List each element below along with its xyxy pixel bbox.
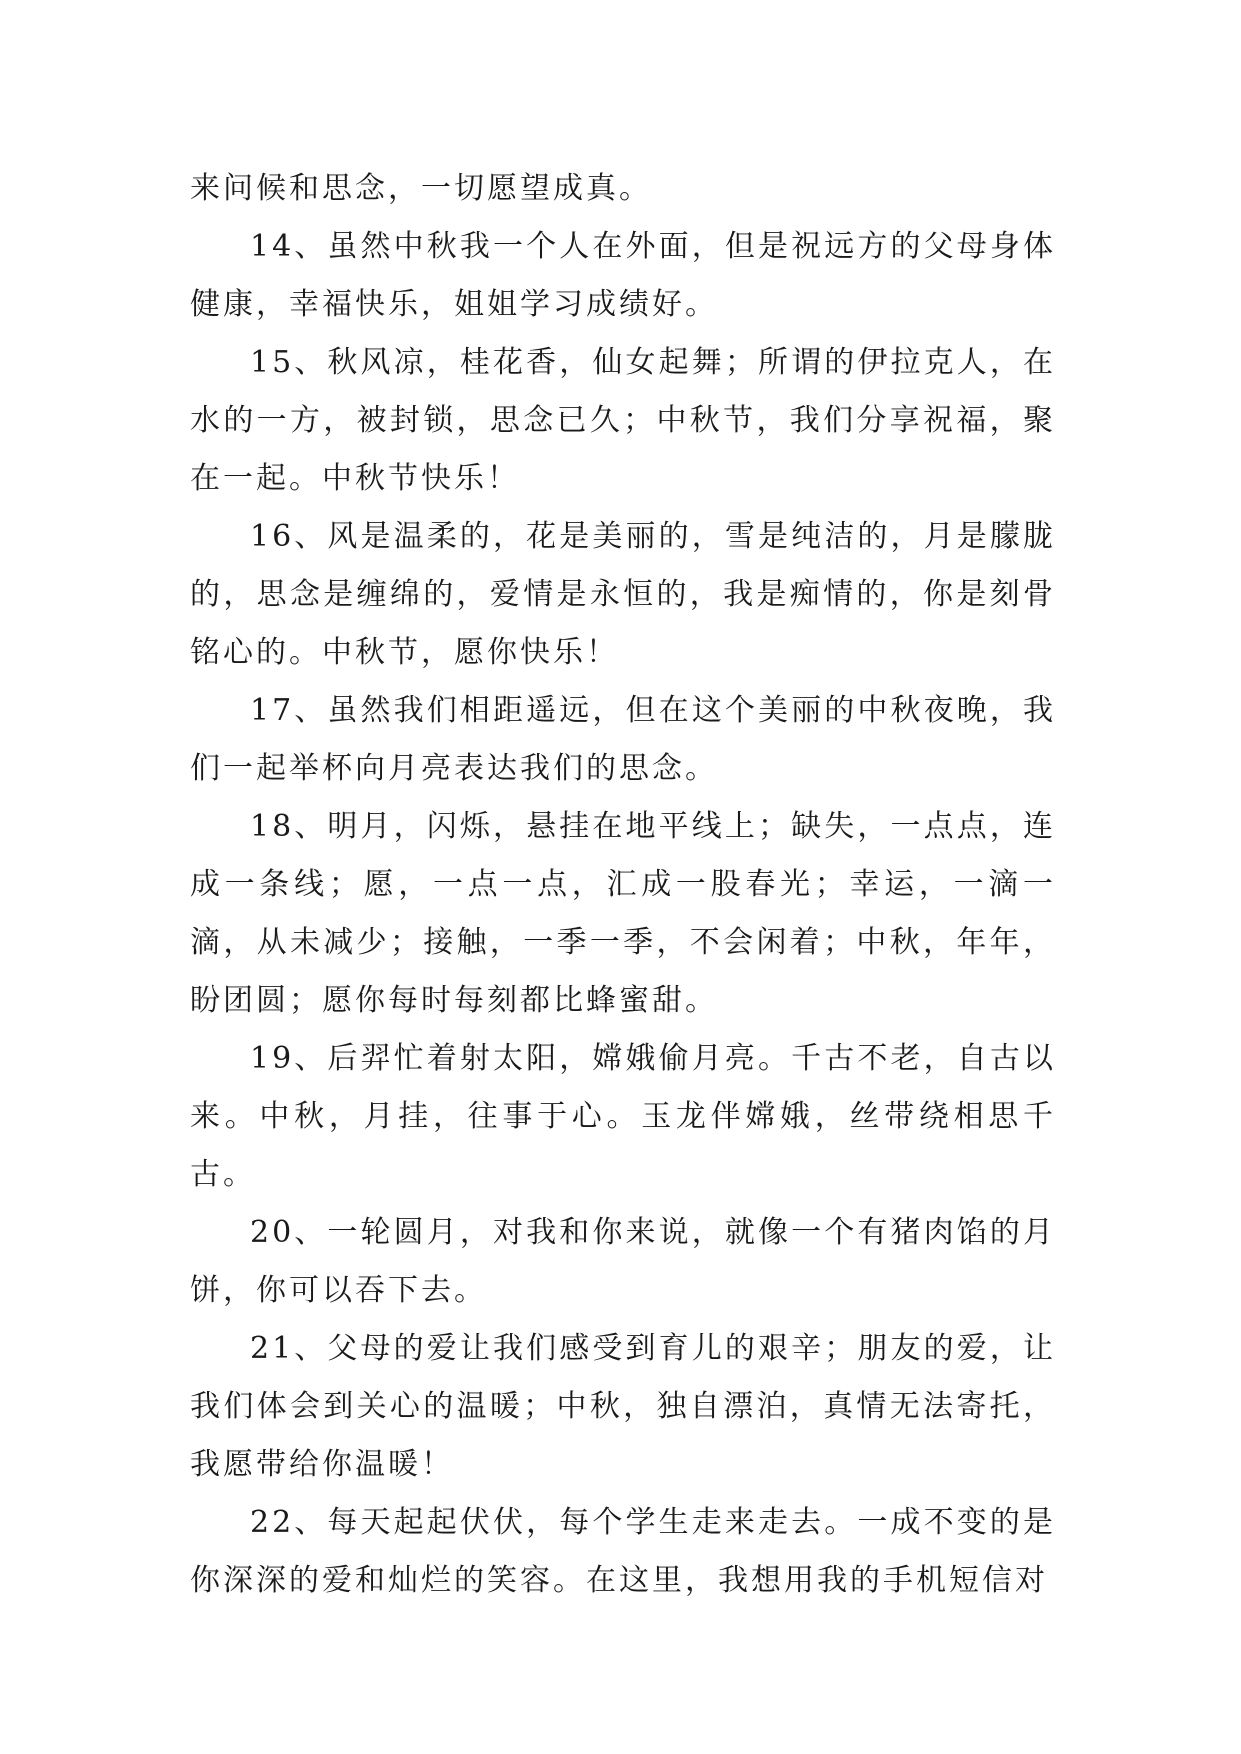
paragraph-21: 21、父母的爱让我们感受到育儿的艰辛；朋友的爱，让我们体会到关心的温暖；中秋，独自漂泊，真情无法寄托，我愿带给你温暖！ <box>190 1331 1056 1482</box>
paragraph-15: 15、秋风凉，桂花香，仙女起舞；所谓的伊拉克人，在水的一方，被封锁，思念已久；中秋节，我们分享祝福，聚在一起。中秋节快乐！ <box>190 345 1056 496</box>
paragraph-22: 22、每天起起伏伏，每个学生走来走去。一成不变的是你深深的爱和灿烂的笑容。在这里，我想用我的手机短信对 <box>190 1505 1056 1598</box>
paragraph-20: 20、一轮圆月，对我和你来说，就像一个有猪肉馅的月饼，你可以吞下去。 <box>190 1215 1056 1308</box>
paragraph-17: 17、虽然我们相距遥远，但在这个美丽的中秋夜晚，我们一起举杯向月亮表达我们的思念。 <box>190 693 1056 786</box>
paragraph-14: 14、虽然中秋我一个人在外面，但是祝远方的父母身体健康，幸福快乐，姐姐学习成绩好。 <box>190 229 1056 322</box>
paragraph-19: 19、后羿忙着射太阳，嫦娥偷月亮。千古不老，自古以来。中秋，月挂，往事于心。玉龙伴嫦娥，丝带绕相思千古。 <box>190 1041 1056 1192</box>
paragraph-16: 16、风是温柔的，花是美丽的，雪是纯洁的，月是朦胧的，思念是缠绵的，爱情是永恒的，我是痴情的，你是刻骨铭心的。中秋节，愿你快乐！ <box>190 519 1056 670</box>
document-body <box>190 160 1056 1610</box>
paragraph-18: 18、明月，闪烁，悬挂在地平线上；缺失，一点点，连成一条线；愿，一点一点，汇成一股春光；幸运，一滴一滴，从未减少；接触，一季一季，不会闲着；中秋，年年，盼团圆；愿你每时每刻都比蜂蜜甜。 <box>190 809 1056 1018</box>
paragraph-continuation: 来问候和思念，一切愿望成真。 <box>190 171 652 206</box>
